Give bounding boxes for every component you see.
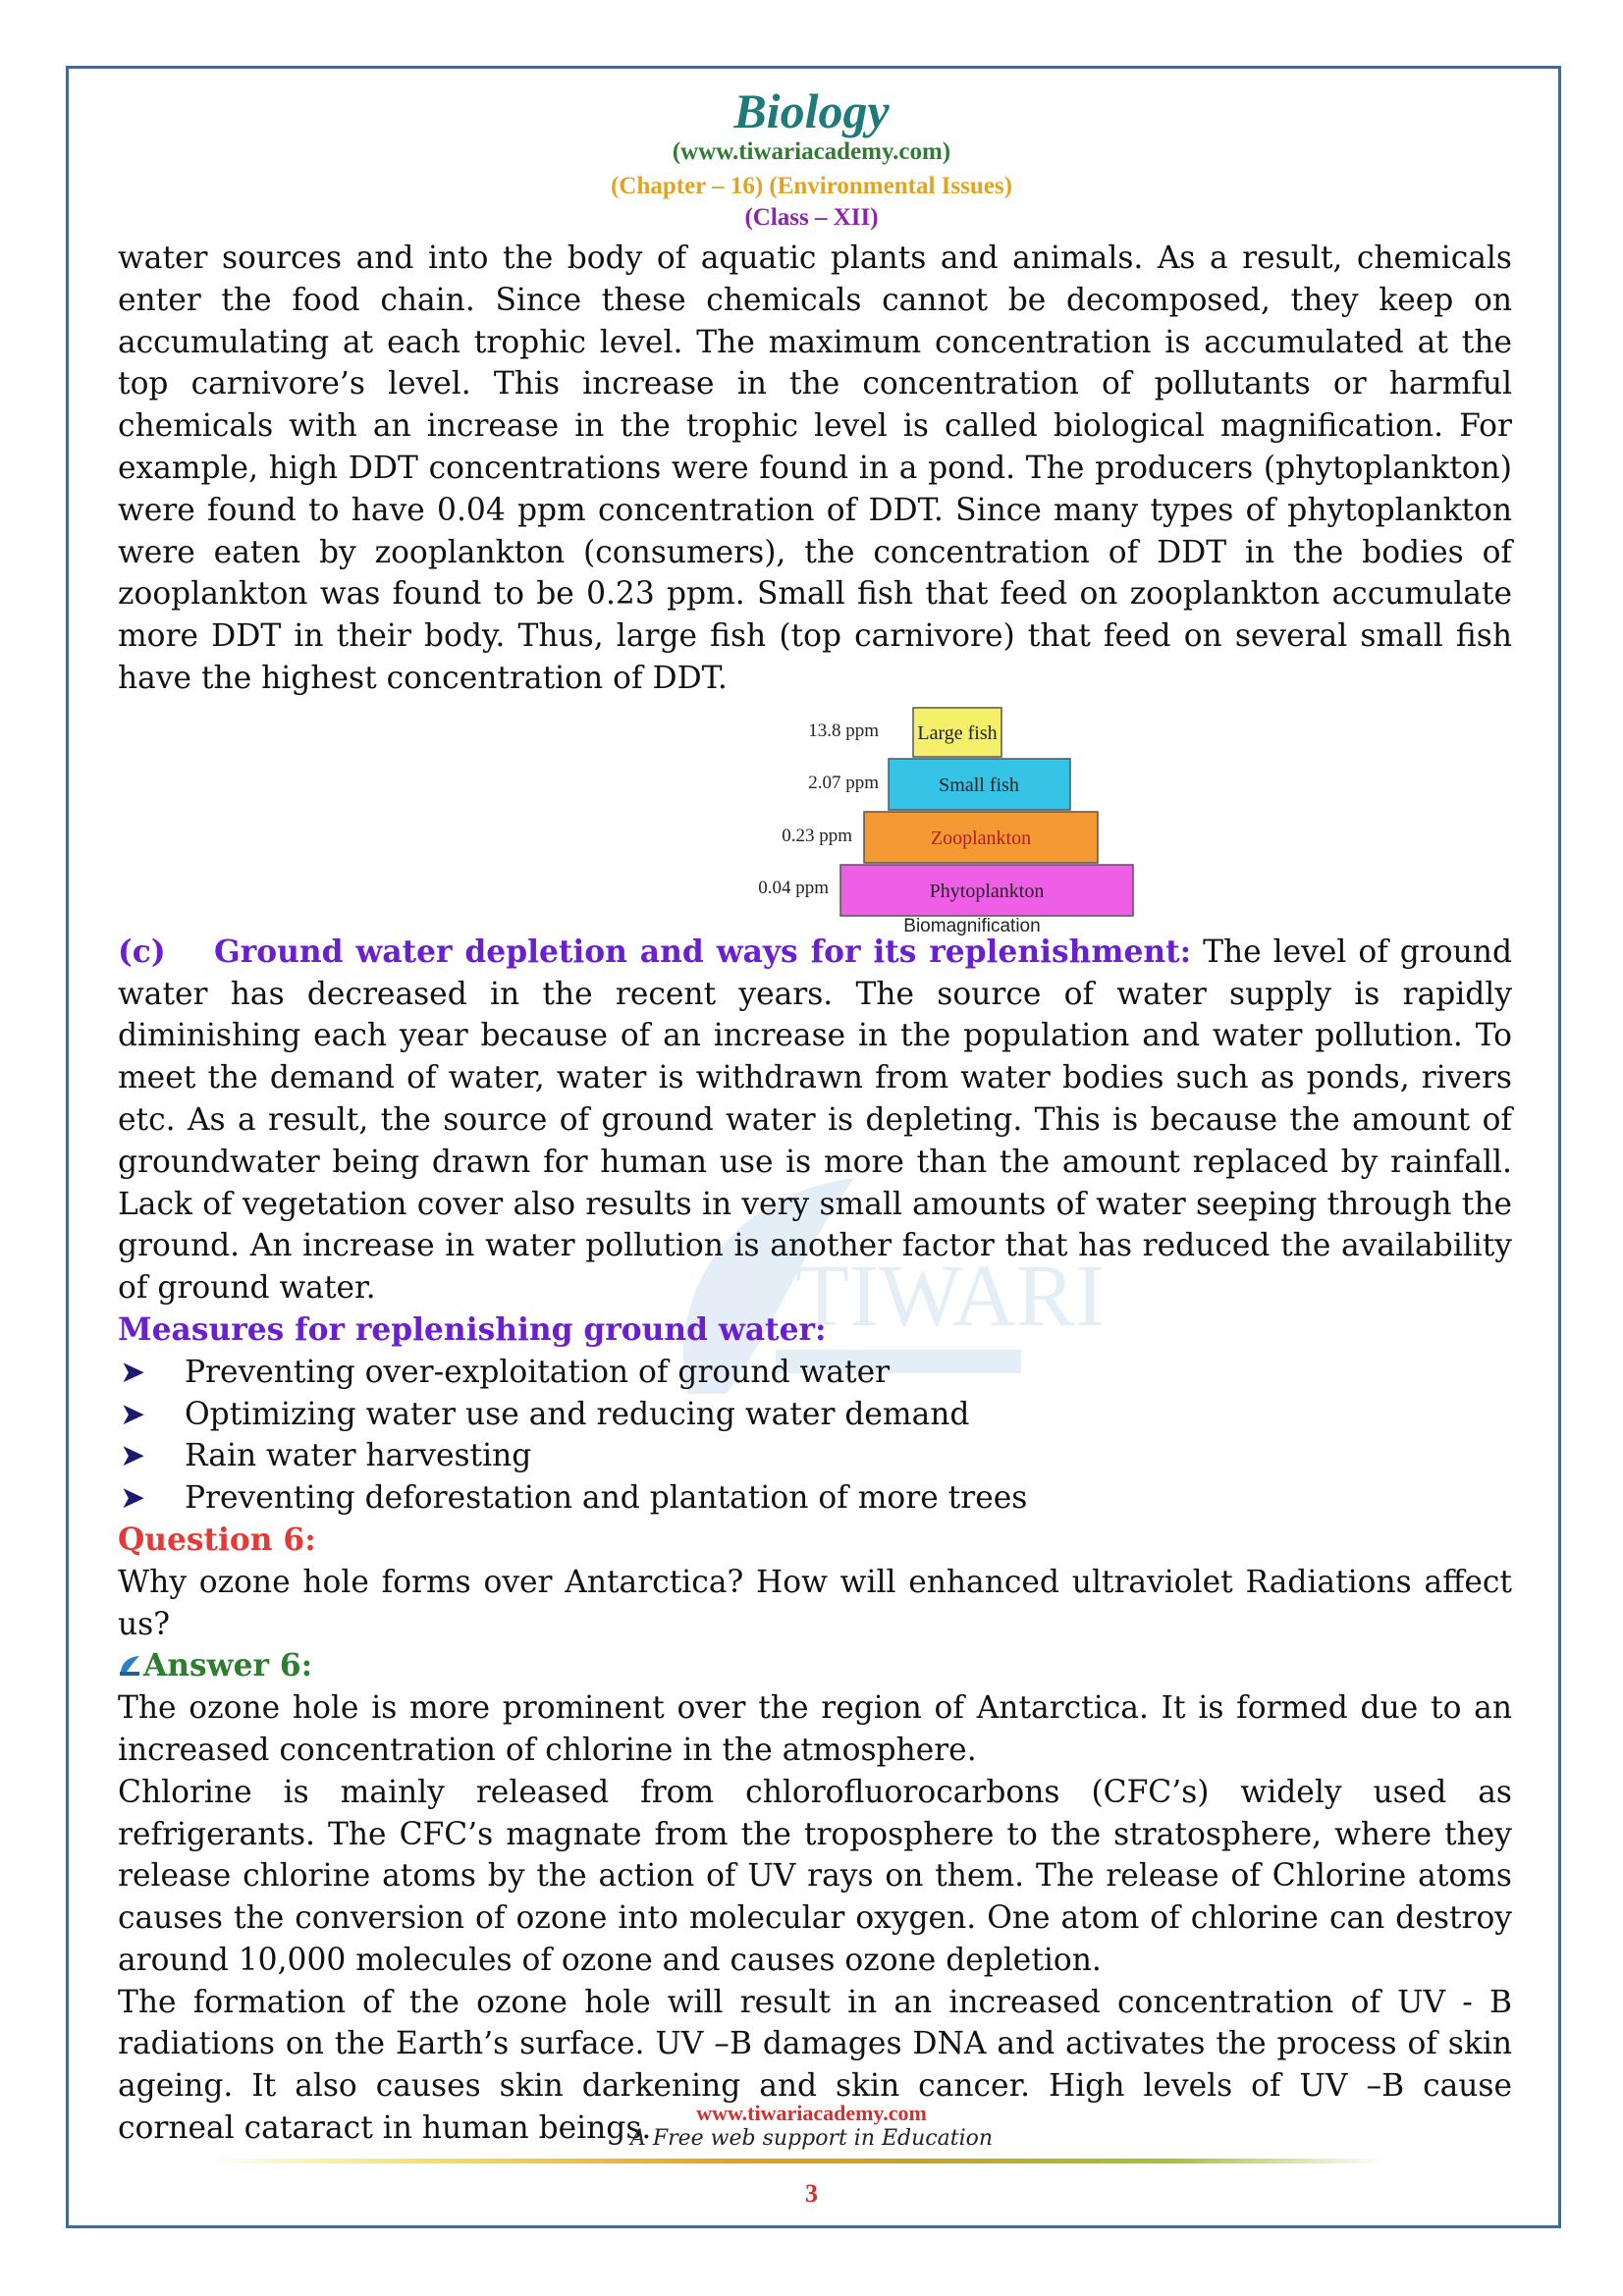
answer-paragraph: The formation of the ozone hole will result in an increased concentration of UV - B radiations on the Earth’s surface. UV –B damages DNA and activates the process of skin ageing. It also causes skin darkening and skin cancer. High levels of UV –B cause corneal cataract in human beings.	[118, 1984, 1512, 2147]
label-small-fish: Small fish	[939, 774, 1019, 796]
header-chapter: (Chapter – 16) (Environmental Issues)	[611, 173, 1012, 199]
arrow-bullet-icon: ➤	[120, 1354, 146, 1390]
label-phytoplankton: Phytoplankton	[929, 880, 1045, 902]
ppm-large-fish: 13.8 ppm	[808, 720, 879, 741]
answer-paragraph: The ozone hole is more prominent over the region of Antarctica. It is formed due to an increased concentration of chlorine in the atmosphere.	[118, 1690, 1512, 1768]
pyramid-diagram	[619, 704, 1129, 936]
list-item: ➤ Preventing deforestation and plantation of more trees	[118, 1477, 1512, 1520]
page-title: Biology	[733, 83, 890, 138]
section-c-label: (c)	[118, 934, 166, 970]
answer-paragraph: Chlorine is mainly released from chlorofluorocarbons (CFC’s) widely used as refrigerants. The CFC’s magnate from the troposphere to the stratosphere, where they release chlorine atoms by the action of UV rays on them. The release of Chlorine atoms causes the conversion of ozone into molecular oxygen. One atom of chlorine can destroy around 10,000 molecules of ozone and causes ozone depletion.	[118, 1774, 1512, 1978]
ppm-small-fish: 2.07 ppm	[808, 772, 879, 793]
footer-link[interactable]: www.tiwariacademy.com	[696, 2101, 927, 2125]
header-website: (www.tiwariacademy.com)	[672, 138, 951, 165]
answer-heading	[118, 1645, 1512, 1687]
intro-paragraph: water sources and into the body of aquatic plants and animals. As a result, chemicals enter the food chain. Since these chemicals cannot be decomposed, they keep on accumulating at each trophic level. The maximum concentration is accumulated at the top carnivore’s level. This increase in the concentration of pollutants or harmful chemicals with an increase in the trophic level is called biological magnification. For example, high DDT concentrations were found in a pond. The producers (phytoplankton) were found to have 0.04 ppm concentration of DDT. Since many types of phytoplankton were eaten by zooplankton (consumers), the concentration of DDT in the bodies of zooplankton was found to be 0.23 ppm. Small fish that feed on zooplankton accumulate more DDT in their body. Thus, large fish (top carnivore) that feed on several small fish have the highest concentration of DDT.	[118, 240, 1512, 696]
arrow-bullet-icon: ➤	[120, 1480, 146, 1517]
section-c	[118, 932, 1512, 1309]
footer-divider	[206, 2159, 1384, 2163]
main-content	[118, 238, 1512, 2150]
footer-tagline: A Free web support in Education	[629, 2126, 994, 2151]
leaf-logo-icon	[118, 1654, 141, 1678]
list-item: ➤ Rain water harvesting	[118, 1435, 1512, 1477]
arrow-bullet-icon: ➤	[120, 1438, 146, 1474]
question-text: Why ozone hole forms over Antarctica? How will enhanced ultraviolet Radiations affect us?	[118, 1564, 1512, 1642]
question-label: Question 6:	[118, 1522, 316, 1558]
svg-text:TIWARI: TIWARI	[795, 1248, 1105, 1345]
ppm-zooplankton: 0.23 ppm	[782, 825, 852, 846]
figure-caption: Biomagnification	[903, 915, 1041, 936]
section-c-title: Ground water depletion and ways for its replenishment:	[214, 934, 1192, 970]
biomagnification-figure	[118, 704, 1512, 936]
label-large-fish: Large fish	[917, 721, 998, 744]
page-number: 3	[805, 2179, 818, 2208]
list-item: ➤ Optimizing water use and reducing water demand	[118, 1394, 1512, 1436]
header-class: (Class – XII)	[744, 204, 879, 231]
section-c-text: The level of ground water has decreased in the recent years. The source of water supply is rapidly diminishing each year because of an increase in the population and water pollution. To meet the demand of water, water is withdrawn from water bodies such as ponds, rivers etc. As a result, the source of ground water is depleting. This is because the amount of groundwater being drawn for human use is more than the amount replaced by rainfall. Lack of vegetation cover also results in very small amounts of water seeping through the ground. An increase in water pollution is another factor that has reduced the availability of ground water.	[118, 934, 1512, 1307]
ppm-phytoplankton: 0.04 ppm	[758, 877, 829, 898]
label-zooplankton: Zooplankton	[930, 827, 1032, 849]
measures-title: Measures for replenishing ground water:	[118, 1311, 827, 1348]
arrow-bullet-icon: ➤	[120, 1396, 146, 1432]
answer-label: Answer 6:	[143, 1648, 313, 1684]
list-item: ➤ Preventing over-exploitation of ground water	[118, 1352, 1512, 1394]
measures-list	[118, 1352, 1512, 1520]
